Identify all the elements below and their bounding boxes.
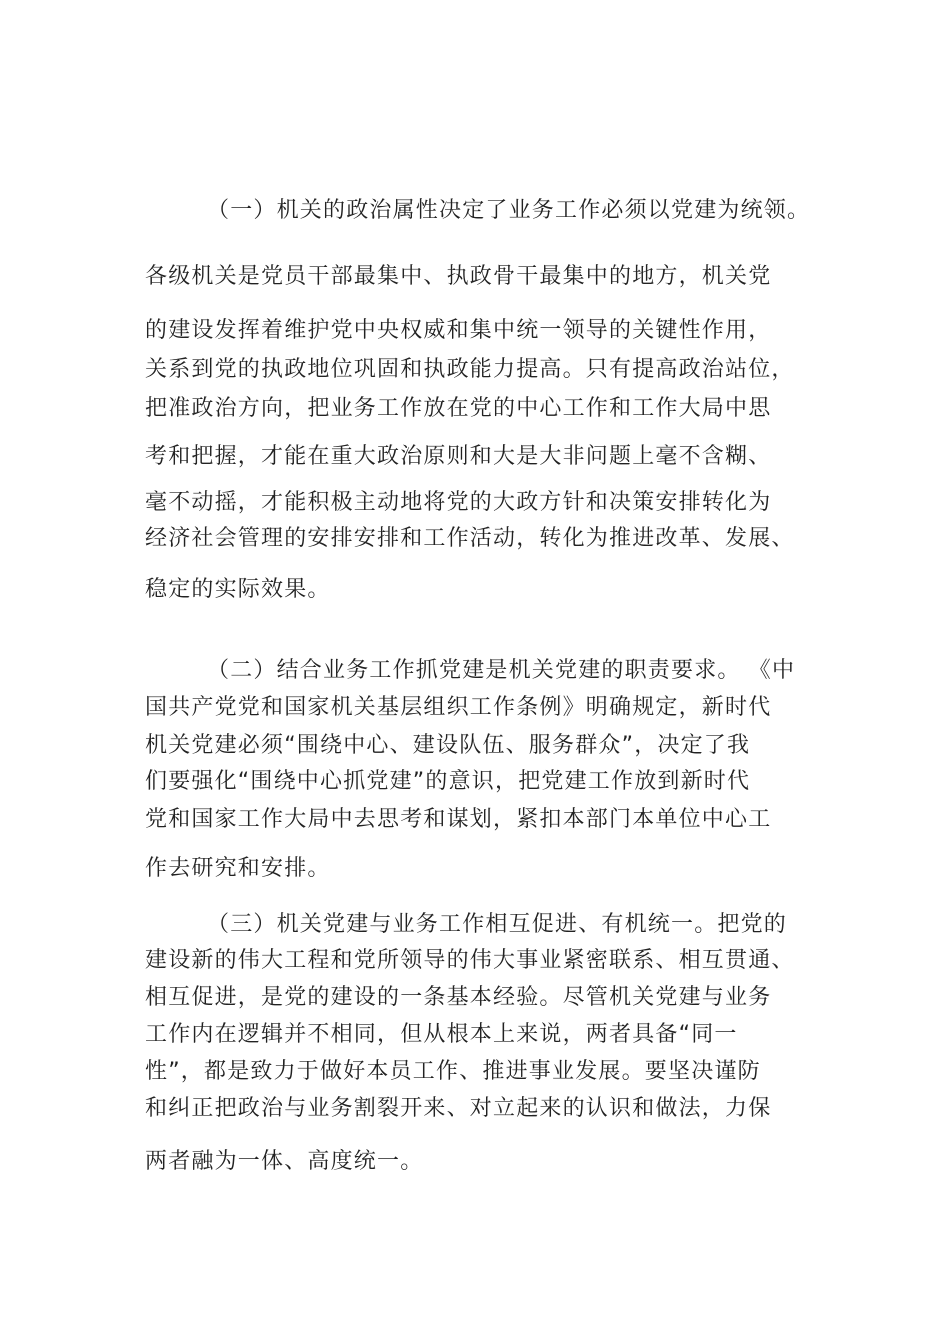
paragraph-3-line-1: （三）机关党建与业务工作相互促进、有机统一。把党的 [207,912,788,937]
paragraph-3-line-5: 性”，都是致力于做好本员工作、推进事业发展。要坚决谨防 [145,1059,761,1084]
paragraph-3-line-2: 建设新的伟大工程和党所领导的伟大事业紧密联系、相互贯通、 [145,948,795,973]
paragraph-3-line-4: 工作内在逻辑并不相同，但从根本上来说，两者具备“同一 [145,1022,738,1047]
paragraph-3-line-6: 和纠正把政治与业务割裂开来、对立起来的认识和做法，力保 [145,1096,772,1121]
paragraph-2-line-2: 国共产党党和国家机关基层组织工作条例》明确规定，新时代 [145,695,772,720]
paragraph-2-line-5: 党和国家工作大局中去思考和谋划，紧扣本部门本单位中心工 [145,807,772,832]
paragraph-3-line-7: 两者融为一体、高度统一。 [145,1149,424,1174]
paragraph-1-line-4: 关系到党的执政地位巩固和执政能力提高。只有提高政治站位， [145,357,795,382]
paragraph-2-line-1: （二）结合业务工作抓党建是机关党建的职责要求。 《中 [207,658,796,683]
paragraph-3-line-3: 相互促进，是党的建设的一条基本经验。尽管机关党建与业务 [145,985,772,1010]
paragraph-2-line-3: 机关党建必须“围绕中心、建设队伍、服务群众”，决定了我 [145,733,751,758]
paragraph-1-line-7: 毫不动摇，才能积极主动地将党的大政方针和决策安排转化为 [145,490,772,515]
paragraph-1-line-9: 稳定的实际效果。 [145,577,331,602]
paragraph-1-line-5: 把准政治方向，把业务工作放在党的中心工作和工作大局中思 [145,396,772,421]
paragraph-1-line-2: 各级机关是党员干部最集中、执政骨干最集中的地方，机关党 [145,264,772,289]
paragraph-2-line-6: 作去研究和安排。 [145,856,331,881]
paragraph-1-line-6: 考和把握，才能在重大政治原则和大是大非问题上毫不含糊、 [145,444,772,469]
paragraph-1-line-3: 的建设发挥着维护党中央权威和集中统一领导的关键性作用， [145,318,772,343]
paragraph-1-line-8: 经济社会管理的安排安排和工作活动，转化为推进改革、发展、 [145,526,795,551]
paragraph-1-line-1: （一）机关的政治属性决定了业务工作必须以党建为统领。 [207,198,811,223]
paragraph-2-line-4: 们要强化“围绕中心抓党建”的意识，把党建工作放到新时代 [145,769,751,794]
